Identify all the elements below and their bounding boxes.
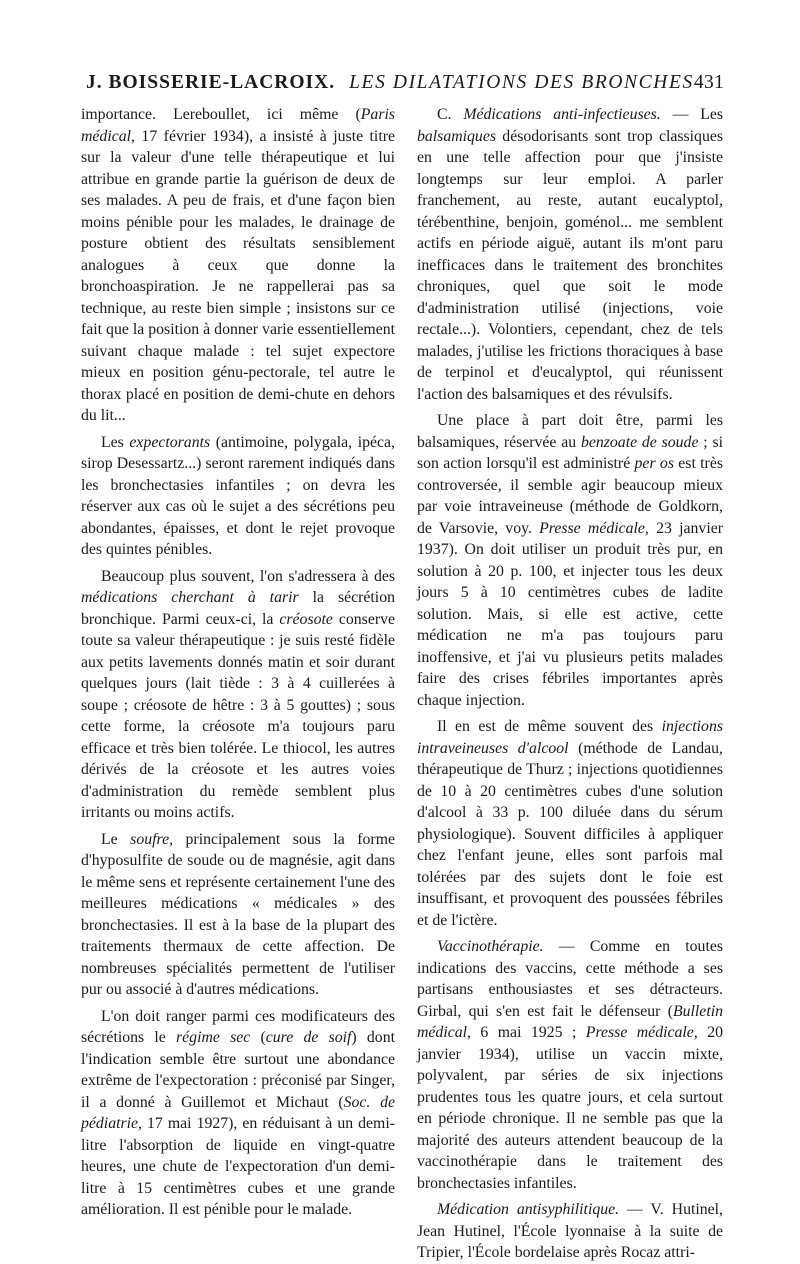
text-run: — Les [660, 106, 723, 123]
italic-text: balsamiques [417, 127, 496, 145]
text-run: ) dont l'indication semble être surtout une abondance extrême de l'expectoration : préconisé par Singer, il a donné à Guillemot et Michaut ( [81, 1029, 395, 1111]
italic-text: expectorants [129, 433, 211, 451]
left-column [81, 104, 395, 1221]
paragraph [81, 1006, 395, 1221]
text-run: Il en est de même souvent des [437, 718, 662, 735]
paragraph [417, 410, 723, 711]
text-run: — V. Hutinel, Jean Hutinel, l'École lyonnaise à la suite de Tripier, l'École bordelaise après Rocaz attri- [417, 1201, 724, 1261]
text-run: — Comme en toutes indications des vaccins, cette méthode a ses partisans enthousiastes et ses détracteurs. Girbal, qui s'en est fait le défenseur ( [417, 938, 723, 1020]
paragraph [417, 936, 723, 1194]
italic-text: Paris médical, [81, 106, 395, 145]
text-run: principalement sous la forme d'hyposulfite de soude ou de magnésie, agit dans le même sens et représente certainement l'une des meilleures médications « médicales » des bronchectasies. Il est à la base de la plupart des traitements thermaux de cette affection. De nombreuses spécialités permettent de l'utiliser pur ou associé à d'autres médications. [81, 830, 395, 998]
text-run: L'on doit ranger parmi ces modificateurs des sécrétions le [81, 1007, 395, 1046]
italic-text: cure de soif [265, 1029, 352, 1046]
text-run: 23 janvier 1937). On doit utiliser un produit très pur, en solution à 20 p. 100, et injecter tous les deux jours 5 à 10 centimètres cubes de ladite solution. Mais, si elle est active, cette médication ne m'a pas toujours paru inoffensive, et j'ai vu plusieurs petits malades faire des crises fébriles importantes après chaque injection. [417, 519, 723, 709]
text-run: 6 mai 1925 ; [470, 1024, 586, 1041]
text-run: C. [437, 106, 464, 123]
text-run: (méthode de Landau, thérapeutique de Thurz ; injections quotidiennes de 10 à 20 centimètres cubes d'une solution d'alcool à 33 p. 100 diluée dans du sérum physiologique). Souvent difficiles à appliquer chez l'enfant jeune, elles sont parfois mal tolérées par des sujets dont le foie est insuffisant, et provoquent des poussées fébriles et de l'ictère. [417, 739, 723, 929]
italic-text: Soc. de pédiatrie, [81, 1093, 395, 1132]
page-number: 431 [693, 72, 725, 93]
italic-text: régime sec [176, 1029, 251, 1046]
italic-text: Médications anti-infectieuses. [463, 106, 661, 123]
paragraph [417, 1199, 723, 1264]
paragraph [81, 104, 395, 427]
text-run: 17 février 1934), a insisté à juste titre sur la valeur d'une telle thérapeutique et lui attribue en grande partie la guérison de deux de ses malades. A peu de frais, et d'une façon bien moins pénible pour les malades, le drainage de posture obtient des résultats sensiblement analogues à ceux que donne la bronchoaspiration. Je ne rappellerai pas sa technique, au reste bien simple ; insistons sur ce fait que la position à donner varie essentiellement suivant chaque malade : tel sujet expectore mieux en position génu-pectorale, tel autre le thorax placé en position de demi-chute en dehors du lit... [81, 127, 395, 424]
italic-text: per os [634, 455, 674, 472]
text-run: est très controversée, il semble agir beaucoup mieux par voie intraveineuse (méthode de Goldkorn, de Varsovie, voy. [417, 455, 723, 537]
paragraph [81, 432, 395, 561]
italic-text: benzoate de soude [580, 433, 699, 451]
header-author: J. BOISSERIE-LACROIX. [86, 72, 336, 93]
text-run: Une place à part doit être, parmi les balsamiques, réservée au [417, 412, 723, 451]
italic-text: Presse médicale, [539, 519, 649, 537]
italic-text: Presse médicale, [585, 1024, 698, 1041]
header-title: LES DILATATIONS DES BRONCHES [349, 72, 694, 93]
italic-text: soufre, [130, 830, 174, 848]
running-header [86, 72, 725, 102]
paragraph [417, 104, 723, 405]
italic-text: créosote [279, 610, 333, 628]
italic-text: Vaccinothérapie. [437, 938, 544, 955]
text-run: Beaucoup plus souvent, l'on s'adressera à des [101, 567, 395, 585]
text-run: la sécrétion bronchique. Parmi ceux-ci, la [81, 589, 395, 628]
text-run: (antimoine, polygala, ipéca, sirop Desessartz...) seront rarement indiqués dans les bronchectasies infantiles ; on devra les réserver aux cas où le sujet a des sécrétions peu abondantes, épaisses, et dont le rejet provoque des quintes pénibles. [81, 433, 395, 558]
right-column [417, 104, 723, 1264]
text-run: désodorisants sont trop classiques en une telle affection pour que j'insiste longtemps sur leur emploi. A parler franchement, au reste, autant eucalyptol, térébenthine, benjoin, goménol... me semblent actifs en période aiguë, autant ils m'ont paru inefficaces dans le traitement des bronchites chroniques, quel que soit le mode d'administration utilisé (injections, voie rectale...). Volontiers, cependant, chez de tels malades, j'utilise les frictions thoraciques à base de terpinol et d'eucalyptol, qui réunissent l'action des balsamiques et des révulsifs. [417, 127, 723, 403]
text-run: ( [250, 1029, 266, 1046]
italic-text: médications cherchant à tarir [81, 589, 299, 606]
text-run: Le [101, 830, 131, 848]
text-run: Les [101, 433, 130, 451]
paragraph [81, 566, 395, 824]
text-run: 20 janvier 1934), utilise un vaccin mixte, polyvalent, par séries de six injections prudentes tous les quatre jours, et cela surtout en période chronique. Il ne semble pas que la majorité des auteurs attendent beaucoup de la vaccinothérapie dans le traitement des bronchectasies infantiles. [417, 1024, 723, 1192]
italic-text: Médication antisyphilitique. [437, 1201, 620, 1218]
text-run: importance. Lereboullet, ici même ( [81, 106, 361, 123]
paragraph [417, 716, 723, 931]
italic-text: injections intraveineuses d'alcool [417, 718, 723, 757]
paragraph [81, 829, 395, 1001]
text-run: ; si son action lorsqu'il est administré [417, 433, 723, 472]
italic-text: Bulletin médical, [417, 1002, 723, 1041]
text-run: conserve toute sa valeur thérapeutique : je suis resté fidèle aux petits lavements donnés matin et soir durant quelques jours (lait tiède : 3 à 4 cuillerées à soupe ; créosote de hêtre : 3 à 5 gouttes) ; sous cette forme, la créosote m'a toujours paru efficace et très bien tolérée. Le thiocol, les autres dérivés de la créosote et les autres voies d'administration du remède semblent plus irritants ou moins actifs. [81, 610, 395, 821]
text-run: 17 mai 1927), en réduisant à un demi-litre l'absorption de liquide en vingt-quatre heures, une chute de l'expectoration d'un demi-litre à 15 centimètres cubes et une grande amélioration. Il est pénible pour le malade. [81, 1115, 395, 1218]
